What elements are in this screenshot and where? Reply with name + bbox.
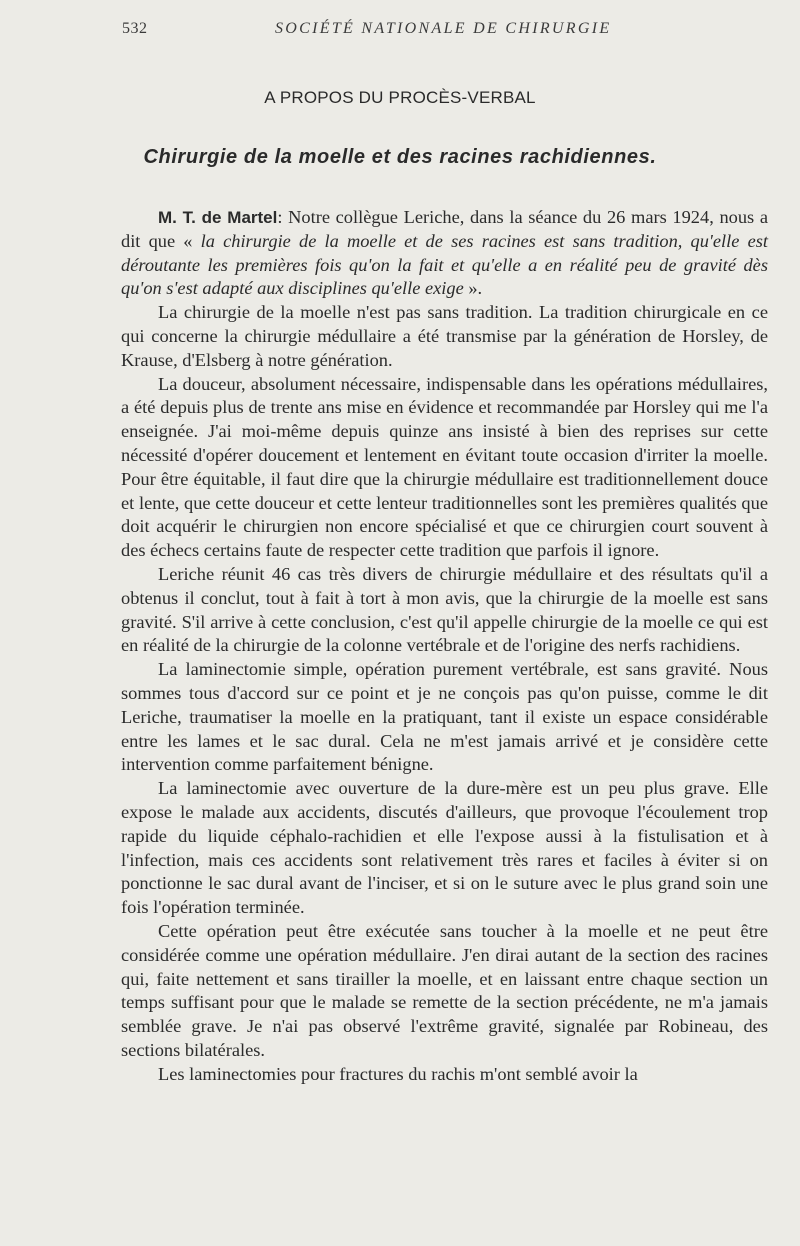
paragraph-6: Cette opération peut être exécutée sans toucher à la moelle et ne peut être considérée comme une opération médullaire. J'en dirai autant de la section des racines qui, faite nettement et sans tirailler la moelle, et en laissant entre chaque section un temps suffisant pour que le malade se remette de la section précédente, ne m'a jamais semblée grave. Je n'ai pas observé l'extrême gravité, signalée par Robineau, des sections bilatérales. <box>121 920 768 1060</box>
paragraph-2: La douceur, absolument nécessaire, indispensable dans les opérations médullaires, a été depuis plus de trente ans mise en évidence et recommandée par Horsley qui me l'a enseignée. J'ai moi-même depuis quinze ans insisté à bien des reprises sur cette nécessité d'opérer doucement et lentement en évitant toute occasion d'irriter la moelle. Pour être équitable, il faut dire que la chirurgie médullaire est traditionnellement douce et lente, que cette douceur et cette lenteur traditionnelles sont les premières qualités que doit acquérir le chirurgien non encore spécialisé et que ce chirurgien court souvent à des échecs certains faute de respecter cette tradition que parfois il ignore. <box>121 373 768 561</box>
intro-tail: ». <box>463 278 483 299</box>
intro-lead: : Notre collègue Leriche, dans la séance du 26 mars 1924, nous a dit que « <box>121 207 769 251</box>
page-number: 532 <box>122 20 148 37</box>
section-title: A PROPOS DU PROCÈS-VERBAL <box>264 88 536 107</box>
speaker-name: M. T. de Martel <box>158 208 278 227</box>
article-title: Chirurgie de la moelle et des racines rachidiennes. <box>143 146 657 168</box>
article-body <box>121 206 768 1086</box>
paragraph-1: La chirurgie de la moelle n'est pas sans tradition. La tradition chirurgicale en ce qui concerne la chirurgie médullaire a été transmise par la génération de Horsley, de Krause, d'Elsberg à notre génération. <box>121 302 768 370</box>
paragraph-7: Les laminectomies pour fractures du rachis m'ont semblé avoir la <box>158 1063 638 1084</box>
paragraph-5: La laminectomie avec ouverture de la dure-mère est un peu plus grave. Elle expose le malade aux accidents, discutés d'ailleurs, que provoque l'écoulement trop rapide du liquide céphalo-rachidien et elle l'expose aussi à la fistulisation et à l'infection, mais ces accidents sont relativement très rares et faciles à éviter si on ponctionne le sac dural avant de l'inciser, et si on le suture avec le plus grand soin une fois l'opération terminée. <box>121 778 768 918</box>
journal-title: SOCIÉTÉ NATIONALE DE CHIRURGIE <box>275 20 612 37</box>
quotation: la chirurgie de la moelle et de ses racines est sans tradition, qu'elle est déroutante les premières fois qu'on la fait et qu'elle a en réalité peu de gravité dès qu'on s'est adapté aux disciplines qu'elle exige <box>121 230 768 299</box>
running-head <box>122 20 770 44</box>
paragraph-4: La laminectomie simple, opération purement vertébrale, est sans gravité. Nous sommes tous d'accord sur ce point et je ne conçois pas qu'on puisse, comme le dit Leriche, traumatiser la moelle en la pratiquant, tant il existe un espace considérable entre les lames et le sac dural. Cela ne m'est jamais arrivé et je considère cette intervention comme parfaitement bénigne. <box>121 659 768 775</box>
paragraph-3: Leriche réunit 46 cas très divers de chirurgie médullaire et des résultats qu'il a obtenus il conclut, tout à fait à tort à mon avis, que la chirurgie de la moelle est sans gravité. S'il arrive à cette conclusion, c'est qu'il appelle chirurgie de la moelle ce qui est en réalité de la chirurgie de la colonne vertébrale et de l'origine des nerfs rachidiens. <box>121 563 768 656</box>
intro-paragraph <box>121 206 768 301</box>
